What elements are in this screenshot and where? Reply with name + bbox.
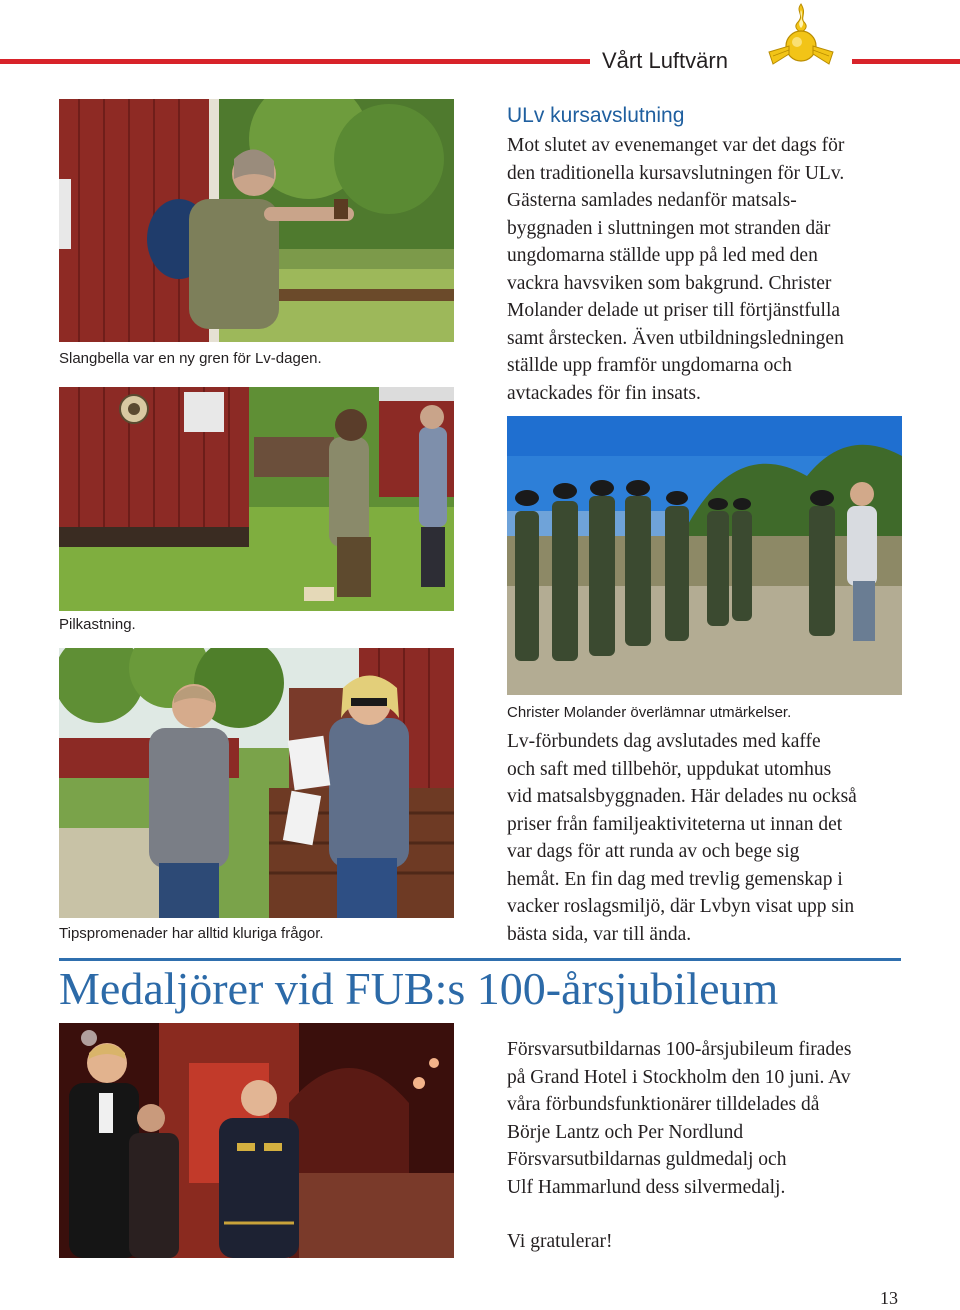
caption-tipspromenader: Tipspromenader har alltid kluriga frågor.	[59, 925, 324, 942]
text-line: den traditionella kursavslutningen för ULv.	[507, 162, 845, 184]
caption-christer: Christer Molander överlämnar utmärkelser.	[507, 704, 792, 721]
page-number: 13	[880, 1288, 898, 1308]
text-line: Försvarsutbildarnas 100-årsjubileum firades	[507, 1039, 852, 1060]
header-rule-left	[0, 59, 590, 64]
photo-pilkastning	[59, 387, 454, 611]
text-line: vacker roslagsmiljö, där Lvbyn visat upp sin	[507, 896, 855, 917]
medal-paragraph	[507, 1036, 927, 1201]
text-line: Lv-förbundets dag avslutades med kaffe	[507, 731, 821, 752]
photo-medal-ceremony	[59, 1023, 454, 1258]
text-line: Försvarsutbildarnas guldmedalj och	[507, 1149, 787, 1170]
caption-slangbella: Slangbella var en ny gren för Lv-dagen.	[59, 350, 322, 367]
photo-slangbella	[59, 99, 454, 342]
text-line: vackra havsviken som bakgrund. Christer	[507, 272, 832, 294]
lvday-paragraph	[507, 728, 927, 948]
text-line: var dags för att runda av och bege sig	[507, 841, 800, 862]
text-line: Mot slutet av evenemanget var det dags för	[507, 135, 845, 156]
photo-christer-molander	[507, 416, 902, 695]
section-title: Vårt Luftvärn	[602, 48, 728, 73]
text-line: på Grand Hotel i Stockholm den 10 juni. Av	[507, 1066, 851, 1088]
header-rule-right	[852, 59, 960, 64]
text-line: priser från familjeaktiviteterna ut innan det	[507, 813, 843, 835]
text-line: och saft med tillbehör, uppdukat utomhus	[507, 758, 832, 780]
artillery-grenade-emblem-icon	[765, 2, 837, 72]
section-divider	[59, 958, 901, 961]
text-line: Ulf Hammarlund dess silvermedalj.	[507, 1176, 786, 1198]
medal-section-title: Medaljörer vid FUB:s 100-årsjubileum	[59, 963, 779, 1014]
text-line: ställde upp framför ungdomarna och	[507, 355, 792, 376]
caption-pilkastning: Pilkastning.	[59, 616, 136, 633]
photo-tipspromenader	[59, 648, 454, 918]
text-line: Börje Lantz och Per Nordlund	[507, 1121, 744, 1143]
text-line: vid matsalsbyggnaden. Här delades nu också	[507, 786, 857, 807]
text-line: avtackades för fin insats.	[507, 382, 701, 404]
text-line: samt årstecken. Även utbildningsledningen	[507, 327, 844, 349]
ulv-paragraph	[507, 132, 927, 407]
text-line: byggnaden i sluttningen mot stranden där	[507, 217, 831, 239]
text-line: ungdomarna ställde upp på led med den	[507, 245, 818, 266]
ulv-heading: ULv kursavslutning	[507, 104, 685, 127]
text-line: bästa sida, var till ända.	[507, 923, 692, 945]
text-line: Gästerna samlades nedanför matsals-	[507, 190, 797, 211]
text-line: hemåt. En fin dag med trevlig gemenskap i	[507, 868, 843, 890]
text-line: våra förbundsfunktionärer tilldelades då	[507, 1094, 820, 1115]
closing-text: Vi gratulerar!	[507, 1231, 613, 1252]
text-line: Molander delade ut priser till förtjänstfulla	[507, 300, 841, 321]
